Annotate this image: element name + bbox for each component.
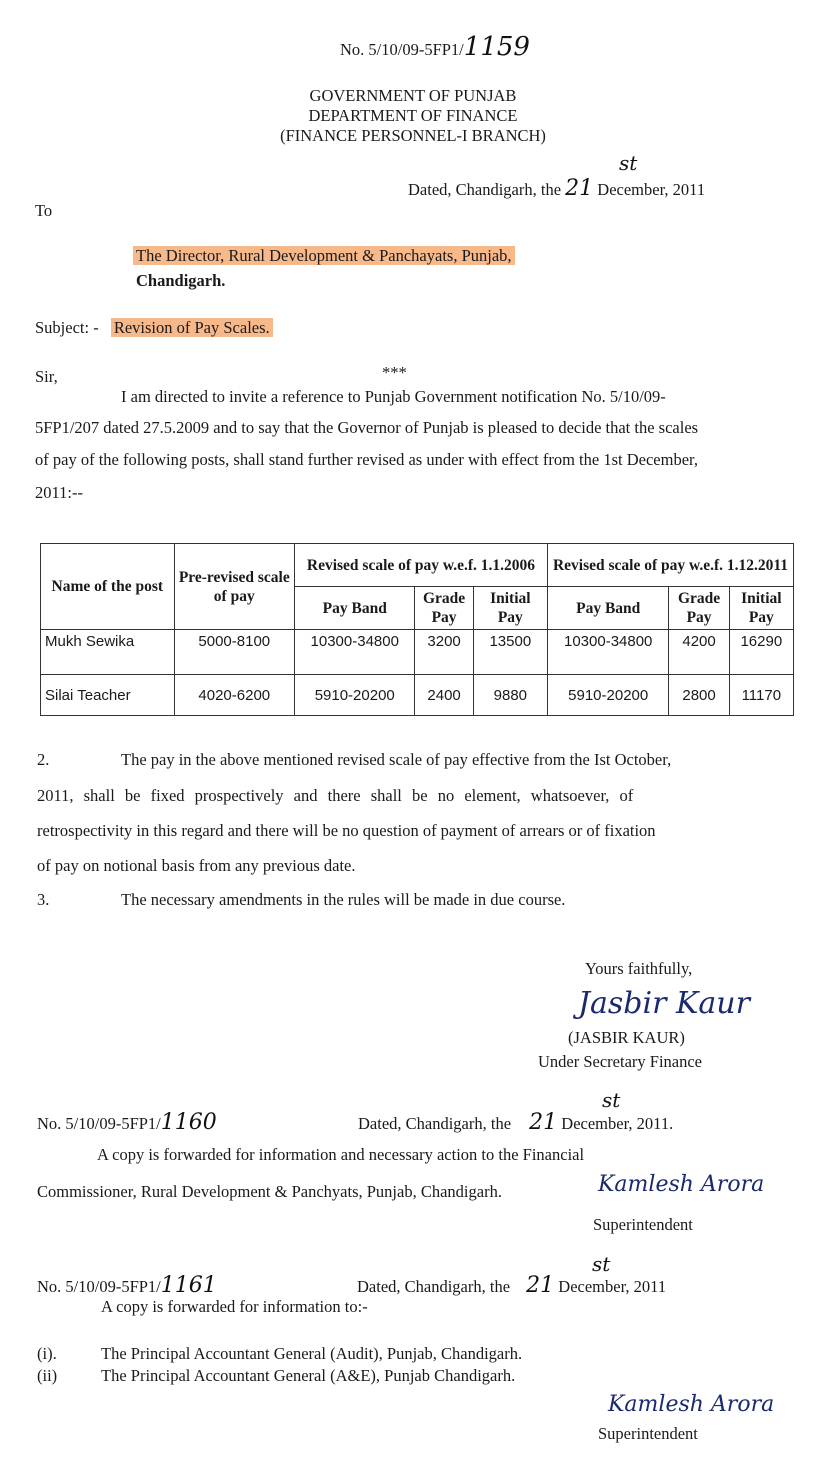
addressee-highlight: The Director, Rural Development & Panchayats, Punjab, <box>133 246 515 265</box>
table-cell: 16290 <box>729 630 793 675</box>
table-cell: 10300-34800 <box>295 630 415 675</box>
date-prefix: Dated, Chandigarh, the <box>408 180 562 199</box>
memo2-number <box>37 1110 217 1135</box>
memo3-date-prefix: Dated, Chandigarh, the <box>357 1277 511 1296</box>
paragraph-3-text: The necessary amendments in the rules will be made in due course. <box>121 890 566 909</box>
letterhead <box>0 86 826 146</box>
signer-title: Under Secretary Finance <box>538 1052 703 1071</box>
header-revised-2011: Revised scale of pay w.e.f. 1.12.2011 <box>547 544 793 587</box>
paragraph-2-line-4: of pay on notional basis from any previous date. <box>37 856 356 875</box>
memo3-date <box>357 1273 666 1298</box>
addressee-line-1 <box>133 246 515 266</box>
handwritten-memo-number: 1159 <box>463 32 530 62</box>
recipient-number: (i). <box>37 1344 57 1363</box>
memo3-number-prefix: No. 5/10/09-5FP1/ <box>37 1277 161 1296</box>
memo-number-prefix: No. 5/10/09-5FP1/ <box>340 40 464 59</box>
table-cell: Silai Teacher <box>41 675 175 716</box>
table-cell: 5910-20200 <box>295 675 415 716</box>
memo3-signature: Kamlesh Arora <box>608 1392 775 1417</box>
subject-text: Revision of Pay Scales. <box>111 318 273 337</box>
memo2-handwritten-date-day: 21 <box>529 1110 558 1135</box>
subheader-pay-band: Pay Band <box>295 587 415 630</box>
letterhead-line-1: GOVERNMENT OF PUNJAB <box>309 86 517 105</box>
memo2-number-prefix: No. 5/10/09-5FP1/ <box>37 1114 161 1133</box>
paragraph-1-line-4: 2011:-- <box>35 483 83 502</box>
memo3-handwritten-date-day: 21 <box>526 1273 555 1298</box>
subheader-initial-pay: Initial Pay <box>729 587 793 630</box>
table-cell: 9880 <box>473 675 547 716</box>
paragraph-2-number: 2. <box>37 750 50 769</box>
paragraph-1-line-3: of pay of the following posts, shall stand further revised as under with effect from the 1st December, <box>35 450 698 469</box>
memo3-number <box>37 1273 217 1298</box>
table-cell: 2800 <box>669 675 729 716</box>
subheader-initial-pay: Initial Pay <box>473 587 547 630</box>
separator-stars: *** <box>382 363 407 382</box>
table-cell: 3200 <box>415 630 473 675</box>
table-row <box>41 630 794 675</box>
paragraph-2-line-1: The pay in the above mentioned revised scale of pay effective from the Ist October, <box>121 750 672 769</box>
table-row <box>41 675 794 716</box>
memo2-line-2: Commissioner, Rural Development & Panchyats, Punjab, Chandigarh. <box>37 1182 502 1201</box>
recipient-number: (ii) <box>37 1366 58 1385</box>
memo3-date-rest: December, 2011 <box>558 1277 667 1296</box>
handwritten-date-day: 21 <box>565 176 594 201</box>
recipient-text: The Principal Accountant General (Audit), Punjab, Chandigarh. <box>101 1344 523 1363</box>
handwritten-memo3-number: 1161 <box>160 1273 217 1298</box>
memo2-signer-title: Superintendent <box>593 1215 693 1234</box>
table-cell: 4200 <box>669 630 729 675</box>
subheader-pay-band: Pay Band <box>547 587 668 630</box>
paragraph-1-line-2: 5FP1/207 dated 27.5.2009 and to say that the Governor of Punjab is pleased to decide that the scales <box>35 418 699 437</box>
memo3-handwritten-date-suffix: st <box>592 1252 611 1276</box>
subject-line <box>35 318 273 338</box>
memo2-signature: Kamlesh Arora <box>598 1172 765 1197</box>
paragraph-1-line-1: I am directed to invite a reference to Punjab Government notification No. 5/10/09- <box>121 387 666 406</box>
memo3-signer-title: Superintendent <box>598 1424 698 1443</box>
handwritten-memo2-number: 1160 <box>160 1110 217 1135</box>
table-cell: 5910-20200 <box>547 675 668 716</box>
table-cell: 5000-8100 <box>174 630 294 675</box>
letterhead-line-2: DEPARTMENT OF FINANCE <box>308 106 518 125</box>
letterhead-line-3: (FINANCE PERSONNEL-I BRANCH) <box>280 126 546 145</box>
header-pre-revised: Pre-revised scale of pay <box>174 544 294 630</box>
paragraph-3-number: 3. <box>37 890 50 909</box>
signer-name: (JASBIR KAUR) <box>568 1028 685 1047</box>
table-cell: 11170 <box>729 675 793 716</box>
header-name-of-post: Name of the post <box>41 544 175 630</box>
header-revised-2006: Revised scale of pay w.e.f. 1.1.2006 <box>295 544 548 587</box>
memo2-date-prefix: Dated, Chandigarh, the <box>358 1114 512 1133</box>
table-cell: Mukh Sewika <box>41 630 175 675</box>
table-cell: 4020-6200 <box>174 675 294 716</box>
memo2-line-1: A copy is forwarded for information and necessary action to the Financial <box>97 1145 585 1164</box>
subject-label: Subject: - <box>35 318 99 337</box>
memo-date <box>408 176 705 201</box>
salutation: Sir, <box>35 367 58 386</box>
closing: Yours faithfully, <box>585 959 693 978</box>
memo2-handwritten-date-suffix: st <box>602 1088 621 1112</box>
memo2-date-rest: December, 2011. <box>561 1114 674 1133</box>
recipient-text: The Principal Accountant General (A&E), Punjab Chandigarh. <box>101 1366 516 1385</box>
subheader-grade-pay: Grade Pay <box>669 587 729 630</box>
to-label: To <box>35 201 53 220</box>
memo3-intro: A copy is forwarded for information to:- <box>101 1297 368 1316</box>
pay-scale-table <box>40 543 794 716</box>
table-cell: 2400 <box>415 675 473 716</box>
memo2-date <box>358 1110 673 1135</box>
table-cell: 13500 <box>473 630 547 675</box>
table-cell: 10300-34800 <box>547 630 668 675</box>
addressee-line-2: Chandigarh. <box>136 271 226 290</box>
memo-number <box>340 32 530 62</box>
subheader-grade-pay: Grade Pay <box>415 587 473 630</box>
signature: Jasbir Kaur <box>578 986 750 1021</box>
date-rest: December, 2011 <box>597 180 706 199</box>
paragraph-2-line-3: retrospectivity in this regard and there will be no question of payment of arrears or of fixation <box>37 821 656 840</box>
paragraph-2-line-2: 2011, shall be fixed prospectively and there shall be no element, whatsoever, of <box>37 786 634 805</box>
handwritten-date-suffix: st <box>619 151 638 175</box>
